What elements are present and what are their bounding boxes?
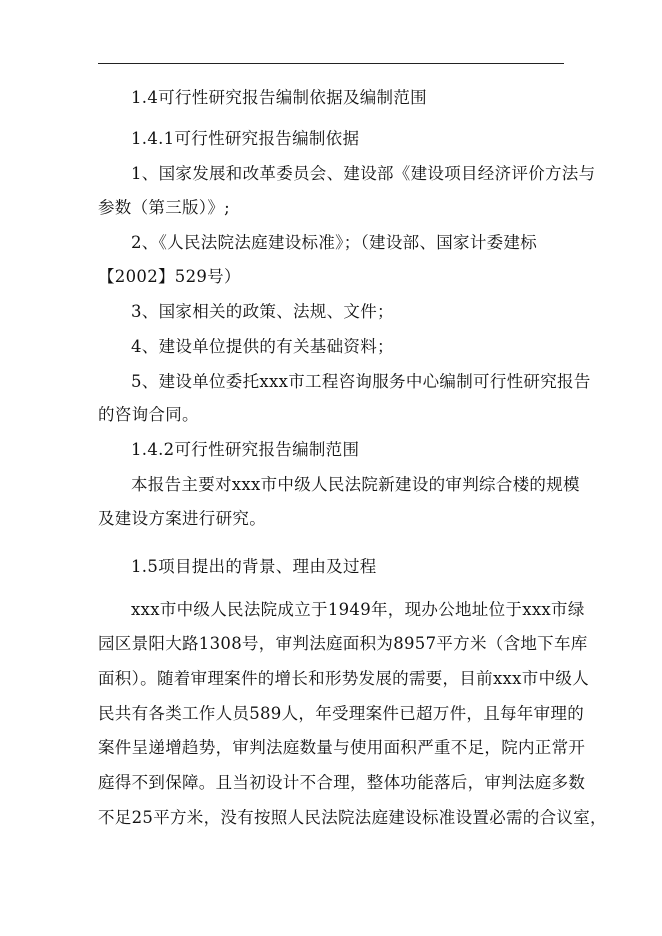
background-paragraph-line-1: xxx市中级人民法院成立于1949年，现办公地址位于xxx市绿 bbox=[131, 600, 585, 619]
section-1-4-2-heading: 1.4.2可行性研究报告编制范围 bbox=[131, 440, 360, 459]
basis-item-2-line-2: 【2002】529号） bbox=[98, 267, 241, 286]
section-1-5-heading: 1.5项目提出的背景、理由及过程 bbox=[131, 557, 377, 576]
basis-item-1-line-1: 1、国家发展和改革委员会、建设部《建设项目经济评价方法与 bbox=[131, 164, 596, 183]
section-1-4-heading: 1.4可行性研究报告编制依据及编制范围 bbox=[131, 88, 427, 107]
background-paragraph-line-5: 案件呈递增趋势，审判法庭数量与使用面积严重不足，院内正常开 bbox=[98, 738, 586, 757]
background-paragraph-line-2: 园区景阳大路1308号，审判法庭面积为8957平方米（含地下车库 bbox=[98, 634, 588, 653]
scope-paragraph-line-1: 本报告主要对xxx市中级人民法院新建设的审判综合楼的规模 bbox=[131, 475, 580, 494]
basis-item-5-line-2: 的咨询合同。 bbox=[98, 405, 199, 424]
basis-item-1-line-2: 参数（第三版）》; bbox=[98, 198, 231, 217]
background-paragraph-line-7: 不足25平方米，没有按照人民法院法庭建设标准设置必需的合议室， bbox=[98, 808, 607, 827]
background-paragraph-line-4: 民共有各类工作人员589人，年受理案件已超万件，且每年审理的 bbox=[98, 704, 584, 723]
section-1-4-1-heading: 1.4.1可行性研究报告编制依据 bbox=[131, 129, 360, 148]
basis-item-5-line-1: 5、建设单位委托xxx市工程咨询服务中心编制可行性研究报告 bbox=[131, 372, 591, 391]
basis-item-2-line-1: 2、《人民法院法庭建设标准》；（建设部、国家计委建标 bbox=[131, 233, 538, 252]
background-paragraph-line-6: 庭得不到保障。且当初设计不合理，整体功能落后，审判法庭多数 bbox=[98, 773, 586, 792]
scope-paragraph-line-2: 及建设方案进行研究。 bbox=[98, 509, 266, 528]
basis-item-4: 4、建设单位提供的有关基础资料； bbox=[131, 337, 394, 356]
background-paragraph-line-3: 面积）。随着审理案件的增长和形势发展的需要，目前xxx市中级人 bbox=[98, 669, 589, 688]
header-rule bbox=[98, 63, 564, 64]
basis-item-3: 3、国家相关的政策、法规、文件； bbox=[131, 302, 394, 321]
